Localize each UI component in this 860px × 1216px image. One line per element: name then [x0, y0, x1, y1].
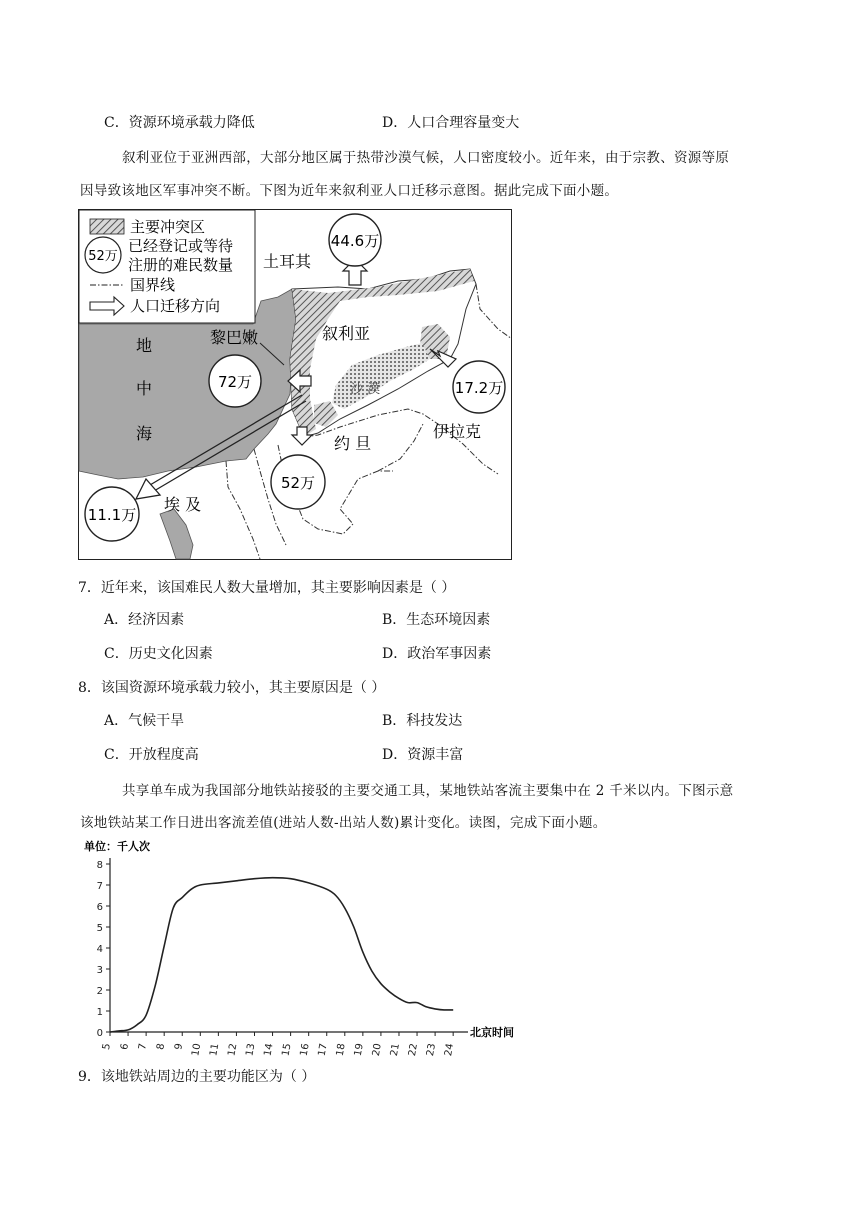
q8-stem: 8．该国资源环境承载力较小，其主要原因是（ ） — [78, 680, 386, 696]
chart-x-tick-label: 6 — [119, 1042, 132, 1051]
chart-x-tick-label: 10 — [190, 1042, 204, 1058]
chart-x-tick-label: 17 — [316, 1042, 330, 1058]
chart-x-tick-label: 18 — [334, 1042, 348, 1058]
label-iraq: 伊拉克 — [433, 422, 482, 441]
passenger-flow-chart — [84, 836, 524, 1058]
chart-x-tick-label: 8 — [155, 1042, 168, 1051]
legend-border-label: 国界线 — [130, 276, 176, 294]
legend-conflict-label: 主要冲突区 — [130, 218, 206, 236]
chart-x-tick-label: 22 — [406, 1042, 420, 1058]
chart-y-tick-label: 3 — [96, 965, 103, 976]
metro-intro-line1: 共享单车成为我国部分地铁站接驳的主要交通工具，某地铁站客流主要集中在 2 千米以内。下图示意 — [122, 783, 734, 799]
refugee-count-egypt: 11.1万 — [87, 506, 137, 524]
label-egypt: 埃 及 — [164, 495, 202, 514]
metro-intro-line2: 该地铁站某工作日进出客流差值(进站人数-出站人数)累计变化。读图，完成下面小题。 — [80, 815, 607, 831]
chart-x-tick-label: 20 — [370, 1042, 384, 1058]
chart-y-tick-label: 1 — [96, 1007, 103, 1018]
chart-series-line — [110, 878, 453, 1032]
map-legend — [79, 210, 255, 323]
label-jordan: 约 旦 — [334, 434, 372, 453]
q8-option-c: C．开放程度高 — [104, 747, 199, 763]
q7-option-a: A．经济因素 — [104, 612, 185, 628]
chart-x-tick-label: 13 — [244, 1042, 258, 1058]
label-turkey: 土耳其 — [263, 252, 312, 271]
chart-x-tick-label: 19 — [352, 1042, 366, 1058]
q8-option-d: D．资源丰富 — [382, 747, 464, 763]
chart-x-tick-label: 14 — [262, 1042, 276, 1058]
q7-stem: 7．近年来，该国难民人数大量增加，其主要影响因素是（ ） — [78, 580, 456, 596]
chart-y-tick-label: 2 — [96, 986, 103, 997]
chart-y-tick-label: 8 — [96, 860, 103, 871]
chart-y-tick-label: 6 — [96, 902, 103, 913]
syria-intro-line1: 叙利亚位于亚洲西部，大部分地区属于热带沙漠气候，人口密度较小。近年来，由于宗教、资源等原 — [122, 150, 730, 166]
refugee-count-lebanon: 72万 — [217, 373, 253, 391]
chart-x-tick-label: 24 — [443, 1042, 457, 1058]
legend-refugee-sample: 52万 — [88, 249, 118, 264]
chart-y-tick-label: 7 — [96, 881, 103, 892]
chart-x-tick-label: 9 — [173, 1042, 186, 1051]
legend-refugee-line1: 已经登记或等待 — [128, 237, 234, 255]
refugee-count-jordan: 52万 — [280, 474, 316, 492]
legend-conflict-swatch — [90, 219, 124, 234]
label-syria: 叙利亚 — [322, 324, 371, 343]
legend-refugee-line2: 注册的难民数量 — [128, 256, 234, 274]
q7-option-c: C．历史文化因素 — [104, 646, 213, 662]
syria-migration-map — [78, 209, 512, 560]
label-med-1: 地 — [136, 336, 153, 355]
q8-option-b: B．科技发达 — [382, 713, 463, 729]
q7-option-d: D．政治军事因素 — [382, 646, 492, 662]
refugee-count-turkey: 44.6万 — [330, 232, 380, 250]
label-desert: 沙 漠 — [350, 382, 381, 397]
label-lebanon: 黎巴嫩 — [210, 328, 259, 347]
chart-x-tick-label: 21 — [388, 1042, 402, 1058]
label-med-3: 海 — [136, 424, 153, 443]
syria-intro-line2: 因导致该地区军事冲突不断。下图为近年来叙利亚人口迁移示意图。据此完成下面小题。 — [80, 183, 619, 199]
chart-x-tick-label: 7 — [137, 1042, 150, 1051]
chart-x-tick-label: 23 — [425, 1042, 439, 1058]
chart-x-tick-label: 12 — [226, 1042, 240, 1058]
chart-x-tick-label: 11 — [208, 1042, 222, 1058]
chart-x-tick-label: 15 — [280, 1042, 294, 1058]
q7-option-b: B．生态环境因素 — [382, 612, 491, 628]
q6-option-d: D．人口合理容量变大 — [382, 115, 520, 131]
label-med-2: 中 — [136, 379, 153, 398]
q6-option-c: C．资源环境承载力降低 — [104, 115, 255, 131]
chart-y-tick-label: 4 — [96, 944, 103, 955]
chart-y-tick-label: 0 — [96, 1028, 103, 1039]
q8-option-a: A．气候干旱 — [104, 713, 185, 729]
chart-x-label: 北京时间 — [470, 1026, 514, 1039]
q9-stem: 9．该地铁站周边的主要功能区为（ ） — [78, 1069, 316, 1085]
chart-y-tick-label: 5 — [96, 923, 103, 934]
chart-x-tick-label: 16 — [298, 1042, 312, 1058]
refugee-count-iraq: 17.2万 — [454, 379, 504, 397]
chart-x-tick-label: 5 — [101, 1042, 113, 1051]
chart-y-label: 单位：千人次 — [84, 840, 150, 853]
legend-migration-label: 人口迁移方向 — [130, 297, 221, 315]
